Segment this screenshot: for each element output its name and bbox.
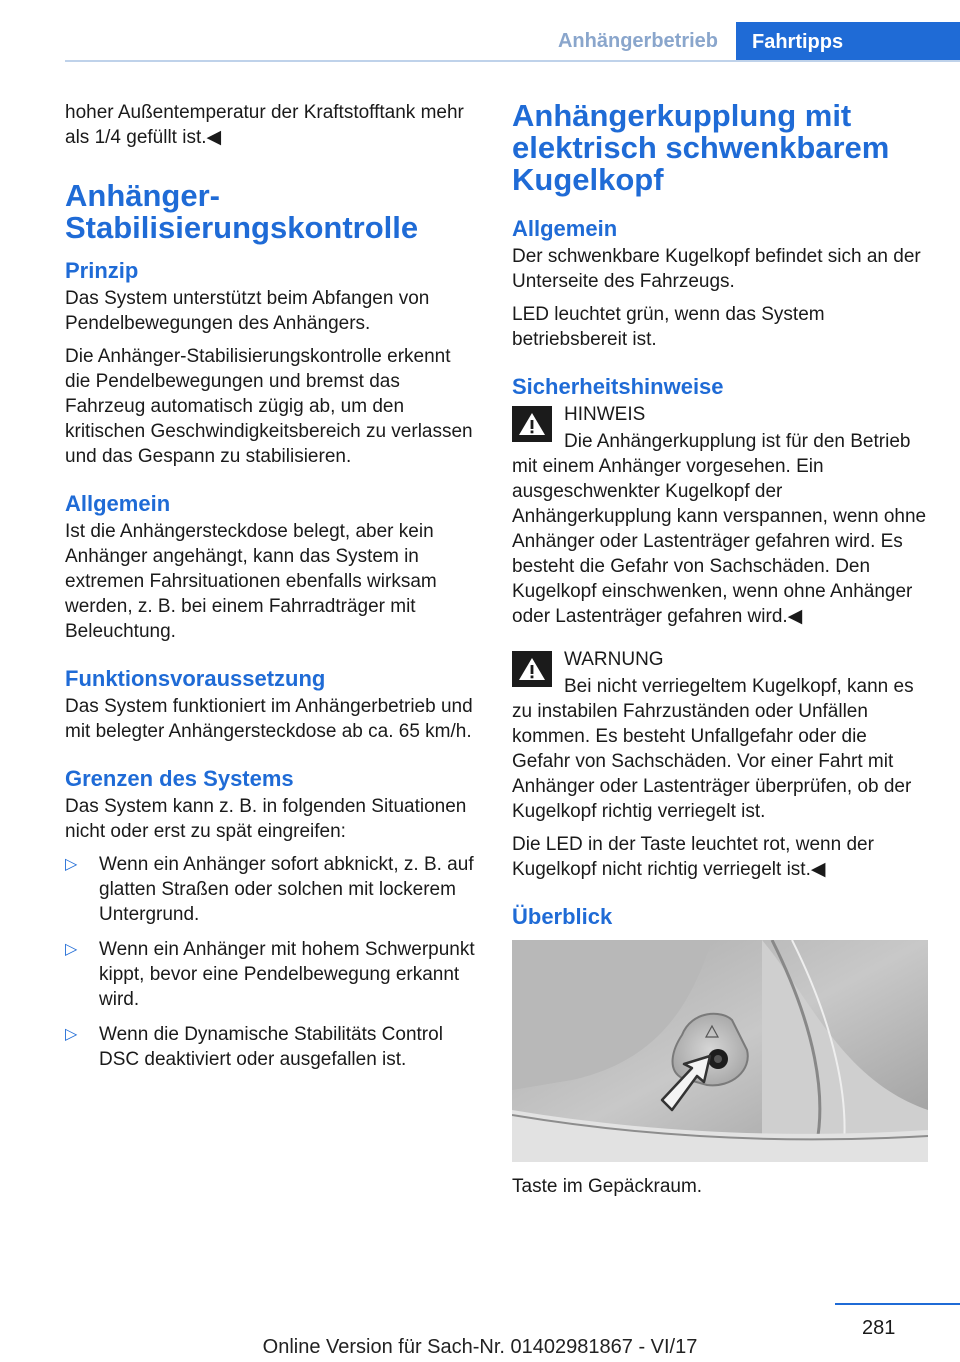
list-item-text: Wenn ein Anhänger sofort abknickt, z. B. auf glatten Straßen oder solchen mit lockerem Untergrund. [99,854,474,925]
list-item [65,852,480,927]
header-divider [65,60,960,62]
hinweis-title: HINWEIS [564,404,646,425]
page-number: 281 [862,1317,896,1339]
photo-caption: Taste im Gepäckraum. [512,1176,703,1197]
footer-divider [835,1303,960,1305]
title-line: Kugelkopf [512,162,664,197]
list-item-text: Wenn die Dynamische Stabilitäts Control DSC deaktiviert oder ausgefallen ist. [99,1024,443,1070]
warning-triangle-icon [512,406,552,442]
title-line: Anhängerkupplung mit [512,98,852,133]
list-item [65,1022,480,1072]
list-item [65,937,480,1012]
section-title-anhaengerkupplung [512,100,930,196]
grenzen-paragraph: Das System kann z. B. in folgenden Situationen nicht oder erst zu spät eingreifen: [65,796,467,842]
heading-ueberblick: Überblick [512,904,613,929]
grenzen-list [65,852,480,1072]
led-paragraph: Die LED in der Taste leuchtet rot, wenn der Kugelkopf nicht richtig verriegelt ist.◀ [512,834,874,880]
intro-paragraph: hoher Außentemperatur der Kraftstofftank mehr als 1/4 gefüllt ist.◀ [65,102,464,148]
footer-version-text: Online Version für Sach-Nr. 01402981867 - VI/17 [262,1336,698,1358]
triangle-right-icon: ▷ [65,941,78,958]
prinzip-paragraph-2: Die Anhänger-Stabilisierungskontrolle erkennt die Pendelbewegungen und bremst das Fahrzeug automatisch zügig ab, um den kritischen Geschwindigkeitsbereich zu verlassen und das Gespann zu stabilisieren. [65,346,473,467]
allgemein-paragraph: Ist die Anhängersteckdose belegt, aber kein Anhänger angehängt, kann das System in extremen Fahrsituationen ebenfalls wirksam werden, z. B. bei einem Fahrradträger mit Beleuchtung. [65,521,437,642]
title-line: Anhänger- [65,178,220,213]
header-chapter-tab[interactable]: Fahrtipps [736,22,960,62]
triangle-right-icon: ▷ [65,1026,78,1043]
allgemein-right-paragraph-1: Der schwenkbare Kugelkopf befindet sich an der Unterseite des Fahrzeugs. [512,246,921,292]
warnung-body: Bei nicht verriegeltem Kugelkopf, kann es zu instabilen Fahrzuständen oder Unfällen kommen. Es besteht Unfallgefahr oder die Gefahr von Sachschäden. Vor einer Fahrt mit Anhänger oder Lastenträger überprüfen, ob der Kugelkopf richtig verriegelt ist. [512,676,914,822]
section-title-stabilisierung [65,180,480,244]
left-column [65,100,480,1082]
prinzip-paragraph-1: Das System unterstützt beim Abfangen von Pendelbewegungen des Anhängers. [65,288,430,334]
hinweis-body: Die Anhängerkupplung ist für den Betrieb mit einem Anhänger vorgesehen. Ein ausgeschwenkter Kugelkopf der Anhängerkupplung kann verspannen, wenn ohne Anhänger oder Lastenträger gefahren wird. Es besteht die Gefahr von Sachschäden. Den Kugelkopf einschwenken, wenn ohne Anhänger oder Lastenträger gefahren wird.◀ [512,431,927,627]
funktion-paragraph: Das System funktioniert im Anhängerbetrieb und mit belegter Anhängersteckdose ab ca. 65 km/h. [65,696,473,742]
heading-allgemein-right: Allgemein [512,216,618,241]
hinweis-box [512,402,930,637]
heading-prinzip: Prinzip [65,258,139,283]
warning-triangle-icon [512,651,552,687]
heading-grenzen: Grenzen des Systems [65,766,294,791]
header-section-label: Anhängerbetrieb [557,29,719,52]
allgemein-right-paragraph-2: LED leuchtet grün, wenn das System betriebsbereit ist. [512,304,825,350]
list-item-text: Wenn ein Anhänger mit hohem Schwerpunkt kippt, bevor eine Pendelbewegung erkannt wird. [99,939,475,1010]
title-line: elektrisch schwenkbarem [512,130,890,165]
heading-allgemein-left: Allgemein [65,491,171,516]
warnung-title: WARNUNG [564,649,664,670]
warnung-box [512,647,930,832]
right-column [512,100,930,1199]
title-line: Stabilisierungskontrolle [65,210,419,245]
heading-sicherheitshinweise: Sicherheitshinweise [512,374,724,399]
triangle-right-icon: ▷ [65,856,78,873]
trunk-button-photo [512,940,928,1162]
heading-funktionsvoraussetzung: Funktionsvoraussetzung [65,666,326,691]
